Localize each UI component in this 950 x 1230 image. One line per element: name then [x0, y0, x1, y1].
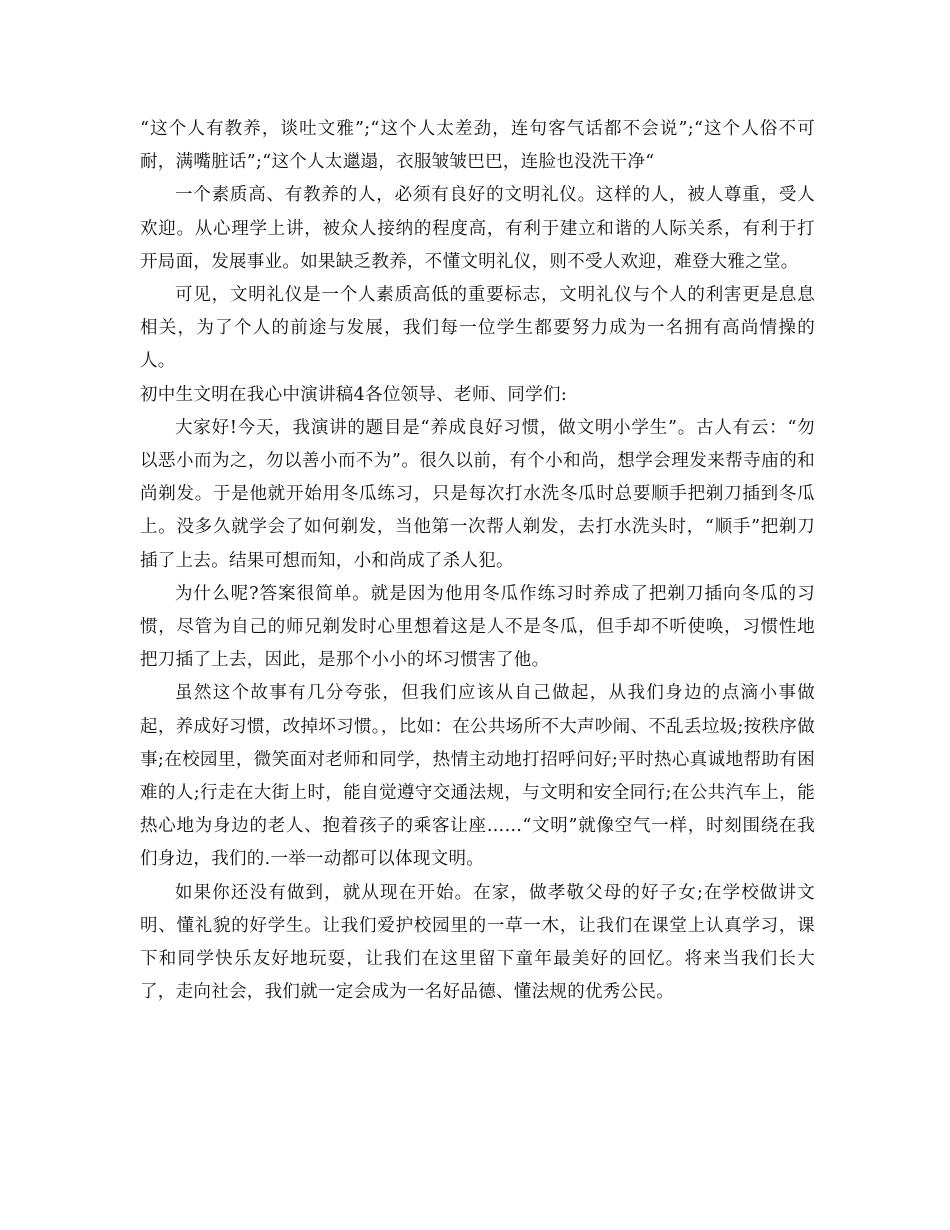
paragraph-1: “这个人有教养，谈吐文雅”;“这个人太差劲，连句客气话都不会说”;“这个人俗不可耐，满嘴脏话”;“这个人太邋遢，衣服皱皱巴巴，连脸也没洗干净“: [140, 119, 815, 173]
paragraph-6: 虽然这个故事有几分夸张，但我们应该从自己做起，从我们身边的点滴小事做起，养成好习惯，改掉坏习惯。，比如：在公共场所不大声吵闹、不乱丢垃圾;按秩序做事;在校园里，微笑面对老师和同学，热情主动地打招呼问好;平时热心真诚地帮助有困难的人;行走在大街上时，能自觉遵守交通法规，与文明和安全同行;在公共汽车上，能热心地为身边的老人、抱着孩子的乘客让座……“文明”就像空气一样，时刻围绕在我们身边，我们的.一举一动都可以体现文明。: [140, 683, 815, 870]
paragraph-7: 如果你还没有做到，就从现在开始。在家，做孝敬父母的好子女;在学校做讲文明、懂礼貌的好学生。让我们爱护校园里的一草一木，让我们在课堂上认真学习，课下和同学快乐友好地玩耍，让我们在这里留下童年最美好的回忆。将来当我们长大了，走向社会，我们就一定会成为一名好品德、懂法规的优秀公民。: [140, 882, 815, 1003]
paragraph-4: 大家好!今天，我演讲的题目是“养成良好习惯，做文明小学生”。古人有云：“勿以恶小而为之，勿以善小而不为”。很久以前，有个小和尚，想学会理发来帮寺庙的和尚剃发。于是他就开始用冬瓜练习，只是每次打水洗冬瓜时总要顺手把剃刀插到冬瓜上。没多久就学会了如何剃发，当他第一次帮人剃发，去打水洗头时，“顺手”把剃刀插了上去。结果可想而知，小和尚成了杀人犯。: [140, 417, 815, 571]
paragraph-5: 为什么呢?答案很简单。就是因为他用冬瓜作练习时养成了把剃刀插向冬瓜的习惯，尽管为自己的师兄剃发时心里想着这是人不是冬瓜，但手却不听使唤，习惯性地把刀插了上去，因此，是那个小小的坏习惯害了他。: [140, 583, 815, 671]
document-body: [140, 113, 815, 1009]
paragraph-3: 可见，文明礼仪是一个人素质高低的重要标志，文明礼仪与个人的利害更是息息相关，为了个人的前途与发展，我们每一位学生都要努力成为一名拥有高尚情操的人。: [140, 285, 815, 372]
section-heading: 初中生文明在我心中演讲稿4各位领导、老师、同学们:: [140, 384, 568, 405]
paragraph-2: 一个素质高、有教养的人，必须有良好的文明礼仪。这样的人，被人尊重，受人欢迎。从心理学上讲，被众人接纳的程度高，有利于建立和谐的人际关系，有利于打开局面，发展事业。如果缺乏教养，不懂文明礼仪，则不受人欢迎，难登大雅之堂。: [140, 185, 815, 272]
